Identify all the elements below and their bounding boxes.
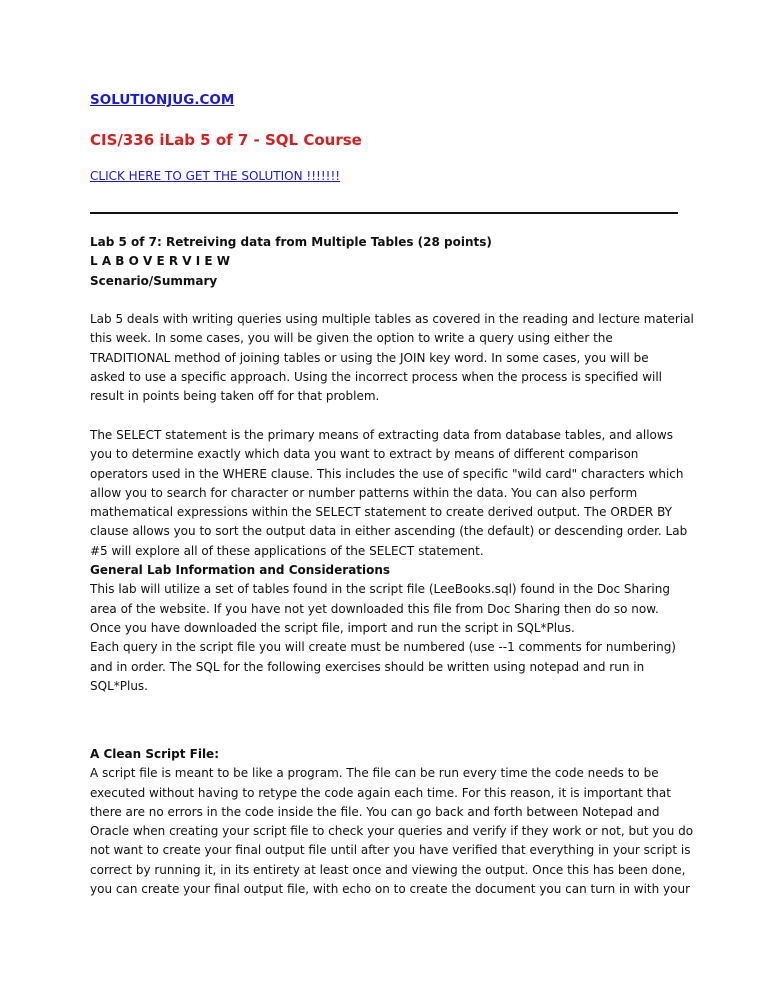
paragraph-line: #5 will explore all of these applications of the SELECT statement. — [90, 543, 484, 558]
paragraph-line: mathematical expressions within the SELECT statement to create derived output. The ORDER BY — [90, 505, 672, 520]
site-link[interactable]: SOLUTIONJUG.COM — [90, 92, 235, 108]
paragraph-line: TRADITIONAL method of joining tables or using the JOIN key word. In some cases, you will be — [90, 350, 649, 365]
general-info-heading: General Lab Information and Considerations — [90, 563, 391, 578]
paragraph-line: operators used in the WHERE clause. This includes the use of specific "wild card" characters which — [90, 466, 684, 481]
lab-title: Lab 5 of 7: Retreiving data from Multiple Tables (28 points) — [90, 235, 492, 249]
paragraph-line: this week. In some cases, you will be given the option to write a query using either the — [90, 331, 613, 346]
paragraph-line: Oracle when creating your script file to check your queries and verify if they work or not, but you do — [90, 824, 694, 839]
paragraph-line: not want to create your final output file until after you have verified that everything in your script is — [90, 843, 691, 858]
paragraph-line: you can create your final output file, with echo on to create the document you can turn in with your — [90, 882, 691, 897]
paragraph-line: you to determine exactly which data you want to extract by means of different comparison — [90, 447, 639, 462]
paragraph-line: there are no errors in the code inside the file. You can go back and forth between Notepad and — [90, 804, 660, 819]
horizontal-divider — [90, 212, 678, 214]
paragraph-line: area of the website. If you have not yet downloaded this file from Doc Sharing then do so now. — [90, 601, 659, 616]
paragraph-line: executed without having to retype the code again each time. For this reason, it is important that — [90, 785, 671, 800]
paragraph-line: A script file is meant to be like a program. The file can be run every time the code needs to be — [90, 766, 659, 781]
paragraph-line: asked to use a specific approach. Using the incorrect process when the process is specified will — [90, 370, 663, 385]
get-solution-link[interactable]: CLICK HERE TO GET THE SOLUTION !!!!!!! — [90, 169, 341, 183]
lab-overview-label: L A B O V E R V I E W — [90, 254, 230, 269]
paragraph-line: correct by running it, in its entirety at least once and viewing the output. Once this has been done, — [90, 862, 686, 877]
clean-script-heading: A Clean Script File: — [90, 747, 219, 761]
course-title: CIS/336 iLab 5 of 7 - SQL Course — [90, 131, 362, 149]
scenario-heading: Scenario/Summary — [90, 273, 218, 288]
paragraph-line: allow you to search for character or number patterns within the data. You can also perform — [90, 485, 638, 500]
paragraph-line: clause allows you to sort the output data in either ascending (the default) or descending order. Lab — [90, 524, 688, 539]
lab-intro-block — [90, 233, 694, 696]
paragraph-line: Each query in the script file you will create must be numbered (use --1 comments for numbering) — [90, 640, 676, 655]
paragraph-line: Once you have downloaded the script file, import and run the script in SQL*Plus. — [90, 620, 575, 635]
paragraph-line: The SELECT statement is the primary means of extracting data from database tables, and allows — [90, 427, 673, 442]
paragraph-line: SQL*Plus. — [90, 678, 148, 693]
paragraph-line: This lab will utilize a set of tables found in the script file (LeeBooks.sql) found in the Doc Sharing — [90, 582, 670, 597]
paragraph-line: and in order. The SQL for the following exercises should be written using notepad and run in — [90, 659, 645, 674]
paragraph-line: Lab 5 deals with writing queries using multiple tables as covered in the reading and lecture material — [90, 312, 694, 327]
clean-script-block — [90, 745, 694, 899]
paragraph-line: result in points being taken off for that problem. — [90, 389, 380, 404]
